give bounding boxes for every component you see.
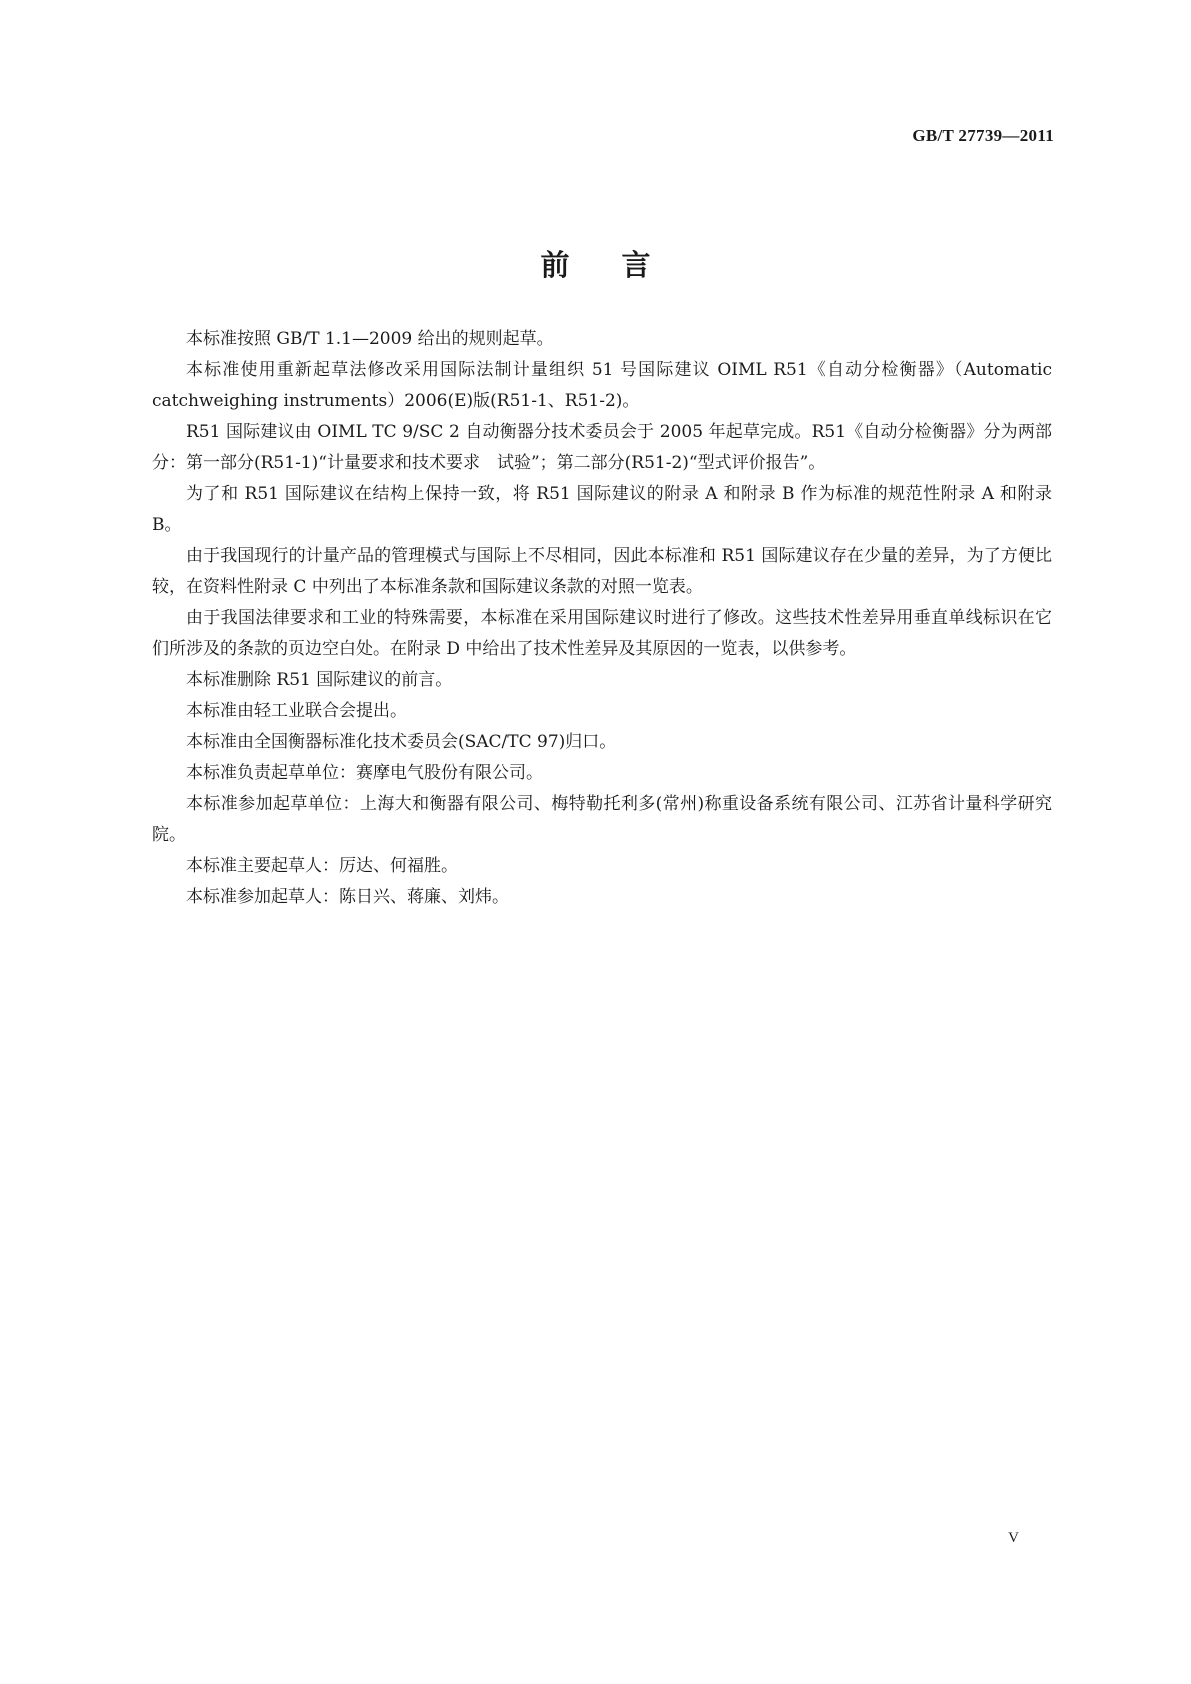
page-number: V <box>1008 1530 1019 1546</box>
paragraph-responsible-drafter: 本标准负责起草单位：赛摩电气股份有限公司。 <box>186 763 543 783</box>
paragraph-adoption-method: 本标准使用重新起草法修改采用国际法制计量组织 51 号国际建议 OIML R51《自动分检衡器》（Automatic catchweighing instruments）2006(E)版(R51-1、R51-2)。 <box>152 360 1052 411</box>
paragraph-annex-structure: 为了和 R51 国际建议在结构上保持一致，将 R51 国际建议的附录 A 和附录 B 作为标准的规范性附录 A 和附录 B。 <box>152 484 1052 535</box>
paragraph-technical-deviations: 由于我国法律要求和工业的特殊需要，本标准在采用国际建议时进行了修改。这些技术性差异用垂直单线标识在它们所涉及的条款的页边空白处。在附录 D 中给出了技术性差异及其原因的一览表，以供参考。 <box>152 608 1052 659</box>
page-title: 前言 <box>540 248 703 283</box>
paragraph-r51-origin: R51 国际建议由 OIML TC 9/SC 2 自动衡器分技术委员会于 2005 年起草完成。R51《自动分检衡器》分为两部分：第一部分(R51-1)“计量要求和技术要求 试验”；第二部分(R51-2)“型式评价报告”。 <box>152 422 1052 473</box>
paragraph-differences-comparison: 由于我国现行的计量产品的管理模式与国际上不尽相同，因此本标准和 R51 国际建议存在少量的差异，为了方便比较，在资料性附录 C 中列出了本标准条款和国际建议条款的对照一览表。 <box>152 546 1052 597</box>
foreword-body <box>152 324 1052 913</box>
paragraph-proposed-by: 本标准由轻工业联合会提出。 <box>186 701 407 721</box>
paragraph-participating-drafters: 本标准参加起草单位：上海大和衡器有限公司、梅特勒托利多(常州)称重设备系统有限公司、江苏省计量科学研究院。 <box>152 794 1052 845</box>
paragraph-centralized-by: 本标准由全国衡器标准化技术委员会(SAC/TC 97)归口。 <box>186 732 617 752</box>
standard-number: GB/T 27739—2011 <box>912 126 1054 145</box>
paragraph-preface-deleted: 本标准删除 R51 国际建议的前言。 <box>186 670 453 690</box>
paragraph-drafting-rules: 本标准按照 GB/T 1.1—2009 给出的规则起草。 <box>186 329 554 349</box>
paragraph-main-drafters: 本标准主要起草人：厉达、何福胜。 <box>186 856 458 876</box>
paragraph-participating-persons: 本标准参加起草人：陈日兴、蒋廉、刘炜。 <box>186 887 509 907</box>
